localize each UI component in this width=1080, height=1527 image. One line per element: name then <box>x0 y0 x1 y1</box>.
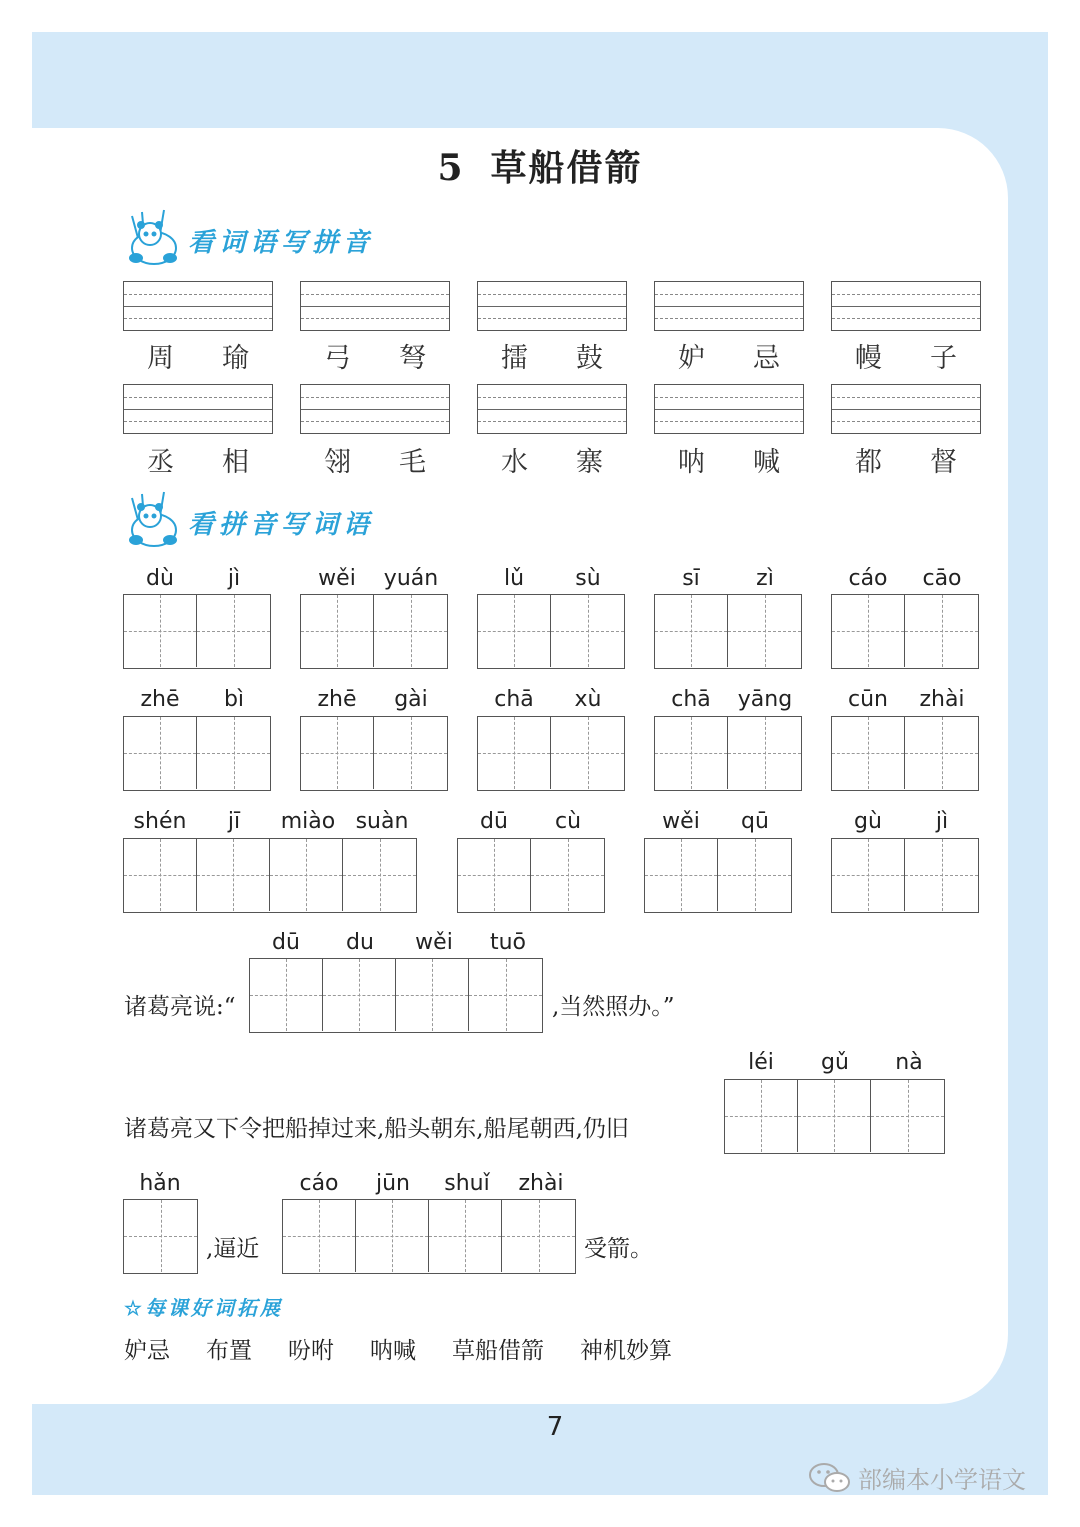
section-title: 看拼音写词语 <box>188 510 375 540</box>
character-grid[interactable] <box>831 594 979 669</box>
extension-word: 神机妙算 <box>580 1338 672 1364</box>
character-grid[interactable] <box>123 594 271 669</box>
pinyin-label: gù <box>854 809 882 834</box>
extension-word-list <box>124 1332 672 1365</box>
character-grid[interactable] <box>644 838 792 913</box>
pinyin-label: zì <box>756 566 774 591</box>
lesson-title: 草船借箭 <box>490 147 643 189</box>
pinyin-label: gǔ <box>821 1050 849 1075</box>
character-grid[interactable] <box>457 838 605 913</box>
character-grid[interactable] <box>282 1199 576 1274</box>
sentence-text: ,逼近 <box>206 1236 260 1262</box>
character-grid[interactable] <box>123 716 271 791</box>
pinyin-label: dū <box>272 930 300 955</box>
pinyin-label: hǎn <box>139 1171 181 1196</box>
word-label: 都 督 <box>855 447 957 478</box>
extension-word: 布置 <box>206 1338 252 1364</box>
pinyin-label: cáo <box>299 1171 339 1196</box>
page-title <box>0 140 1080 191</box>
extension-word: 呐喊 <box>370 1338 416 1364</box>
character-grid[interactable] <box>654 594 802 669</box>
pinyin-label: shén <box>133 809 187 834</box>
sentence-text: 诸葛亮说:“ <box>124 994 236 1020</box>
character-grid[interactable] <box>300 594 448 669</box>
pinyin-label: cāo <box>922 566 962 591</box>
character-grid[interactable] <box>477 716 625 791</box>
pinyin-label: jī <box>227 809 241 834</box>
extension-title: ☆每课好词拓展 <box>124 1296 283 1320</box>
pinyin-label: zhài <box>919 687 965 712</box>
extension-word: 草船借箭 <box>452 1338 544 1364</box>
word-label: 擂 鼓 <box>501 343 603 374</box>
character-grid[interactable] <box>477 594 625 669</box>
word-label: 幔 子 <box>855 343 957 374</box>
pinyin-label: dū <box>480 809 508 834</box>
pinyin-label: zhē <box>317 687 357 712</box>
pinyin-label: jūn <box>376 1171 410 1196</box>
pinyin-label: cù <box>554 809 582 834</box>
extension-word: 吩咐 <box>288 1338 334 1364</box>
pinyin-label: suàn <box>355 809 409 834</box>
pinyin-label: yuán <box>383 566 439 591</box>
character-grid[interactable] <box>123 838 417 913</box>
pinyin-box[interactable] <box>477 384 627 434</box>
character-grid[interactable] <box>654 716 802 791</box>
pinyin-label: léi <box>748 1050 774 1075</box>
pinyin-box[interactable] <box>477 281 627 331</box>
word-label: 翎 毛 <box>324 447 426 478</box>
pinyin-box[interactable] <box>654 281 804 331</box>
sentence-text: ,当然照办。” <box>552 994 675 1020</box>
pinyin-label: jì <box>227 566 241 591</box>
panda-icon <box>124 490 186 550</box>
pinyin-label: zhē <box>140 687 180 712</box>
pinyin-label: chā <box>494 687 534 712</box>
pinyin-label: dù <box>146 566 174 591</box>
word-label: 周 瑜 <box>147 343 249 374</box>
pinyin-label: miào <box>280 809 336 834</box>
character-grid[interactable] <box>123 1199 198 1274</box>
pinyin-label: yāng <box>737 687 793 712</box>
pinyin-box[interactable] <box>123 281 273 331</box>
section-title: 看词语写拼音 <box>188 228 375 258</box>
pinyin-box[interactable] <box>300 281 450 331</box>
pinyin-label: du <box>346 930 374 955</box>
pinyin-label: lǔ <box>503 566 525 591</box>
watermark: 部编本小学语文 <box>808 1460 1026 1495</box>
pinyin-box[interactable] <box>654 384 804 434</box>
lesson-number: 5 <box>437 147 465 189</box>
wechat-icon <box>808 1461 852 1495</box>
pinyin-label: gài <box>394 687 428 712</box>
word-label: 丞 相 <box>147 447 249 478</box>
word-label: 呐 喊 <box>678 447 780 478</box>
word-label: 水 寨 <box>501 447 603 478</box>
pinyin-label: cūn <box>848 687 888 712</box>
pinyin-label: shuǐ <box>444 1171 490 1196</box>
pinyin-label: zhài <box>518 1171 564 1196</box>
pinyin-label: chā <box>671 687 711 712</box>
pinyin-label: cáo <box>848 566 888 591</box>
pinyin-label: jì <box>935 809 949 834</box>
pinyin-label: qū <box>741 809 769 834</box>
pinyin-box[interactable] <box>831 281 981 331</box>
character-grid[interactable] <box>249 958 543 1033</box>
pinyin-label: sù <box>575 566 601 591</box>
pinyin-label: bì <box>223 687 245 712</box>
extension-word: 妒忌 <box>124 1338 170 1364</box>
character-grid[interactable] <box>724 1079 945 1154</box>
pinyin-label: tuō <box>489 930 527 955</box>
character-grid[interactable] <box>831 838 979 913</box>
panda-icon <box>124 208 186 268</box>
word-label: 妒 忌 <box>678 343 780 374</box>
page-number: 7 <box>546 1412 564 1442</box>
character-grid[interactable] <box>831 716 979 791</box>
pinyin-label: xù <box>574 687 602 712</box>
sentence-text: 诸葛亮又下令把船掉过来,船头朝东,船尾朝西,仍旧 <box>124 1116 629 1142</box>
character-grid[interactable] <box>300 716 448 791</box>
sentence-text: 受箭。 <box>584 1236 653 1262</box>
word-label: 弓 弩 <box>324 343 426 374</box>
pinyin-label: sī <box>682 566 700 591</box>
star-icon: ☆ <box>124 1296 145 1320</box>
pinyin-label: wěi <box>662 809 700 834</box>
pinyin-box[interactable] <box>831 384 981 434</box>
pinyin-box[interactable] <box>123 384 273 434</box>
pinyin-box[interactable] <box>300 384 450 434</box>
pinyin-label: wěi <box>318 566 356 591</box>
pinyin-label: wěi <box>415 930 453 955</box>
pinyin-label: nà <box>895 1050 923 1075</box>
